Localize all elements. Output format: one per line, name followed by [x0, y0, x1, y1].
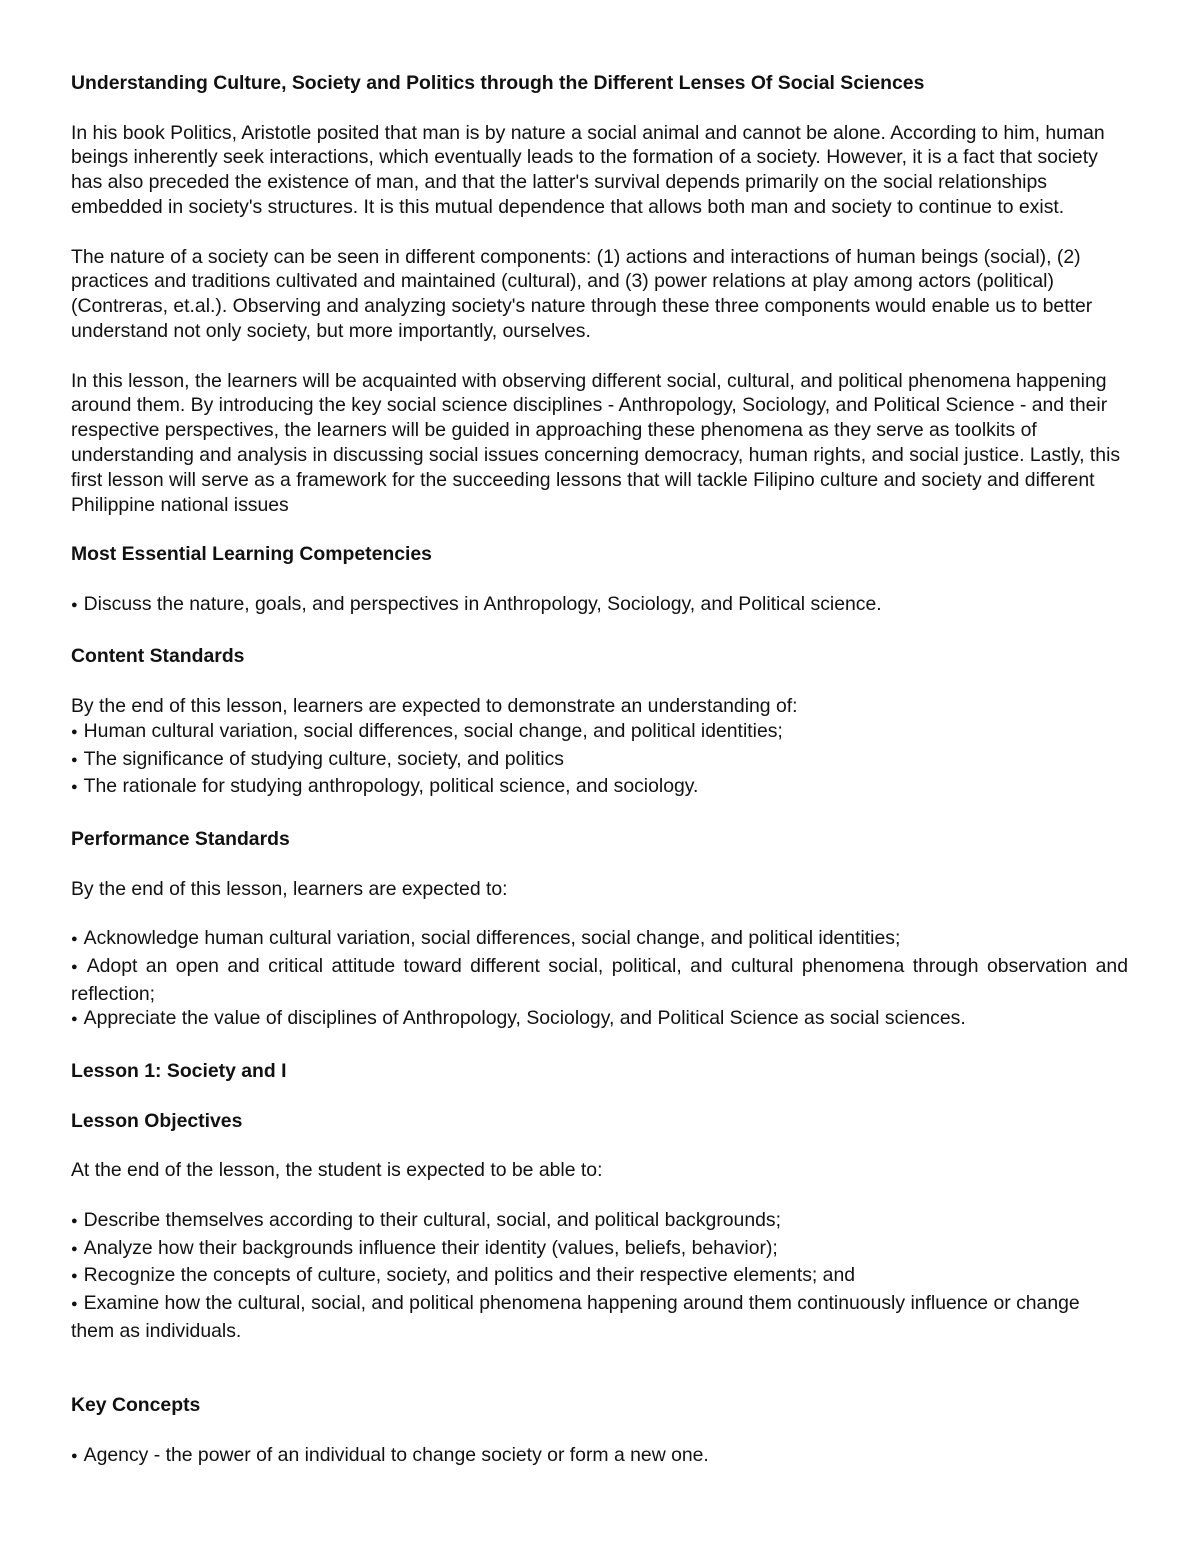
objective-item: ● Analyze how their backgrounds influence their identity (values, beliefs, behavior); [71, 1236, 1128, 1264]
competencies-heading: Most Essential Learning Competencies [71, 543, 432, 566]
intro-paragraph-3: In this lesson, the learners will be acquainted with observing different social, cultural, and political phenomena happening around them. By introducing the key social science disciplines - Anthropology, Sociology, and Political Science - and their respective perspectives, the learners will be guided in approaching these phenomena as they serve as toolkits of understanding and analysis in discussing social issues concerning democracy, human rights, and social justice. Lastly, this first lesson will serve as a framework for the succeeding lessons that will tackle Filipino culture and society and different Philippine national issues [71, 369, 1121, 516]
performance-standard-item: ● Appreciate the value of disciplines of Anthropology, Sociology, and Political Science as social sciences. [71, 1006, 1128, 1034]
document-title: Understanding Culture, Society and Politics through the Different Lenses Of Social Sciences [71, 72, 925, 94]
content-standards-heading: Content Standards [71, 645, 245, 668]
objective-item: ● Examine how the cultural, social, and political phenomena happening around them continuously influence or change them as individuals. [71, 1291, 1128, 1344]
objectives-lead: At the end of the lesson, the student is expected to be able to: [71, 1159, 603, 1182]
objectives-heading: Lesson Objectives [71, 1109, 243, 1132]
performance-standard-item: ● Acknowledge human cultural variation, social differences, social change, and political identities; [71, 926, 1128, 954]
key-concepts-heading: Key Concepts [71, 1394, 201, 1417]
content-standards-lead: By the end of this lesson, learners are expected to demonstrate an understanding of: [71, 694, 798, 717]
objective-item: ● Describe themselves according to their cultural, social, and political backgrounds; [71, 1208, 1128, 1236]
intro-paragraph-2: The nature of a society can be seen in different components: (1) actions and interactions of human beings (social), (2) practices and traditions cultivated and maintained (cultural), and (3) power relations at play among actors (political) (Contreras, et.al.). Observing and analyzing society's nature through these three components would enable us to better understand not only society, but more importantly, ourselves. [71, 245, 1093, 342]
content-standard-item: ● Human cultural variation, social differences, social change, and political identities; [71, 719, 1128, 747]
lesson-heading: Lesson 1: Society and I [71, 1060, 287, 1083]
key-concept-item: ● Agency - the power of an individual to change society or form a new one. [71, 1443, 1128, 1471]
intro-paragraph-1: In his book Politics, Aristotle posited that man is by nature a social animal and cannot be alone. According to him, human beings inherently seek interactions, which eventually leads to the formation of a society. However, it is a fact that society has also preceded the existence of man, and that the latter's survival depends primarily on the social relationships embedded in society's structures. It is this mutual dependence that allows both man and society to continue to exist. [71, 121, 1105, 218]
content-standard-item: ● The rationale for studying anthropology, political science, and sociology. [71, 774, 1128, 802]
performance-standards-lead: By the end of this lesson, learners are expected to: [71, 877, 508, 900]
content-standard-item: ● The significance of studying culture, society, and politics [71, 747, 1128, 775]
objective-item: ● Recognize the concepts of culture, society, and politics and their respective elements; and [71, 1263, 1128, 1291]
performance-standards-heading: Performance Standards [71, 827, 290, 850]
competency-item: ● Discuss the nature, goals, and perspectives in Anthropology, Sociology, and Political science. [71, 592, 1128, 620]
performance-standard-item: ● Adopt an open and critical attitude toward different social, political, and cultural phenomena through observation and reflection; [71, 954, 1128, 1007]
